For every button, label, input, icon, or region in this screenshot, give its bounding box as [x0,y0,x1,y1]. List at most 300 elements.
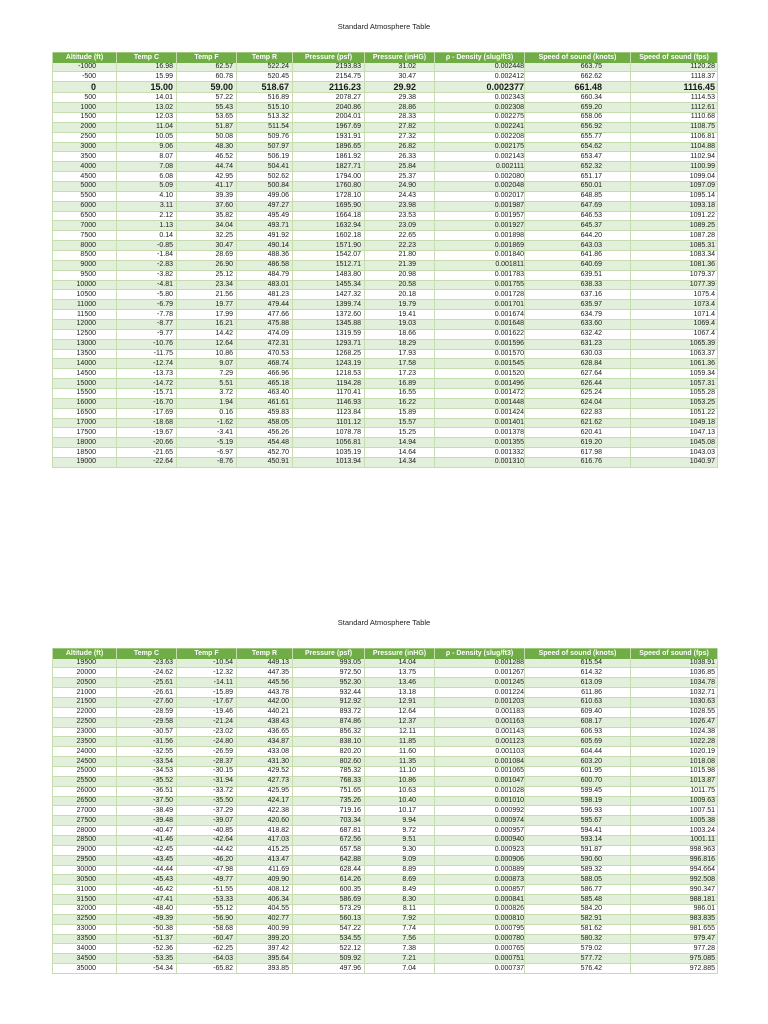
table-cell: 1071.4 [631,310,718,320]
table-cell: 395.64 [237,954,293,964]
table-cell: -45.43 [117,875,177,885]
table-cell: 599.45 [525,786,631,796]
table-cell: 637.16 [525,290,631,300]
table-cell: 1483.80 [293,270,365,280]
table-cell: 1218.53 [293,369,365,379]
column-header: Temp F [177,649,237,659]
table-cell: 474.09 [237,329,293,339]
table-cell: 509.92 [293,954,365,964]
table-row [53,428,718,438]
table-row [53,678,718,688]
table-cell: 7.92 [365,914,435,924]
table-cell: -53.33 [177,895,237,905]
table-cell: 0.001728 [435,290,525,300]
table-cell: 0.001163 [435,717,525,727]
table-cell: 418.82 [237,826,293,836]
table-cell: 8.11 [365,904,435,914]
column-header: Temp R [237,649,293,659]
table-cell: 32000 [53,904,117,914]
table-cell: -51.37 [117,934,177,944]
table-cell: 12.64 [365,707,435,717]
table-cell: 611.86 [525,688,631,698]
table-cell: 50.08 [177,132,237,142]
table-cell: 0.002448 [435,63,525,72]
table-cell: 26.90 [177,260,237,270]
table-cell: 14.01 [117,93,177,103]
table-cell: 1013.87 [631,776,718,786]
table-cell: 21.56 [177,290,237,300]
table-cell: 14.64 [365,448,435,458]
table-cell: 15.00 [117,82,177,93]
table-cell: 1542.07 [293,250,365,260]
table-cell: 479.44 [237,300,293,310]
table-cell: 470.53 [237,349,293,359]
table-cell: 12.37 [365,717,435,727]
table-cell: 454.48 [237,438,293,448]
table-cell: -16.70 [117,398,177,408]
table-row [53,835,718,845]
table-cell: 585.48 [525,895,631,905]
table-cell: 7.56 [365,934,435,944]
table-cell: 0.002208 [435,132,525,142]
table-cell: 14500 [53,369,117,379]
table-cell: 0.000826 [435,904,525,914]
table-row [53,191,718,201]
table-cell: 0.001472 [435,389,525,399]
table-cell: 645.37 [525,221,631,231]
table-row [53,93,718,103]
table-cell: 639.51 [525,270,631,280]
table-row [53,747,718,757]
table-cell: 11500 [53,310,117,320]
table-cell: 7.04 [365,964,435,974]
table-cell: 588.05 [525,875,631,885]
table-cell: -1000 [53,63,117,72]
table-row [53,221,718,231]
table-cell: 1106.81 [631,132,718,142]
table-cell: 0 [53,82,117,93]
table-cell: 993.05 [293,659,365,668]
table-cell: -30.15 [177,766,237,776]
table-cell: 33500 [53,934,117,944]
table-cell: 601.95 [525,766,631,776]
table-cell: -6.79 [117,300,177,310]
table-cell: 1045.08 [631,438,718,448]
table-cell: 26000 [53,786,117,796]
table-cell: 663.75 [525,63,631,72]
table-cell: 513.32 [237,112,293,122]
table-cell: -41.46 [117,835,177,845]
table-cell: 614.32 [525,668,631,678]
table-row [53,806,718,816]
table-cell: 10000 [53,280,117,290]
table-cell: -5.19 [177,438,237,448]
table-cell: 654.62 [525,142,631,152]
sheet-title: Standard Atmosphere Table [337,22,431,31]
table-cell: 628.84 [525,359,631,369]
table-cell: 0.001084 [435,757,525,767]
table-cell: 655.77 [525,132,631,142]
table-cell: 461.61 [237,398,293,408]
table-cell: 21.39 [365,260,435,270]
table-row [53,904,718,914]
table-cell: -58.68 [177,924,237,934]
table-cell: 24.90 [365,181,435,191]
table-cell: 34000 [53,944,117,954]
table-cell: 977.28 [631,944,718,954]
table-cell: 436.65 [237,727,293,737]
table-cell: 0.001496 [435,379,525,389]
table-cell: 14.94 [365,438,435,448]
table-cell: 24500 [53,757,117,767]
table-cell: 1053.25 [631,398,718,408]
table-cell: -29.58 [117,717,177,727]
table-row [53,855,718,865]
table-cell: -26.59 [177,747,237,757]
table-cell: 20.58 [365,280,435,290]
table-cell: -65.82 [177,964,237,974]
table-cell: 486.58 [237,260,293,270]
table-cell: 6500 [53,211,117,221]
table-cell: -21.65 [117,448,177,458]
table-cell: 30500 [53,875,117,885]
table-cell: 10.86 [365,776,435,786]
table-cell: 1051.22 [631,408,718,418]
table-cell: 0.000737 [435,964,525,974]
table-cell: 932.44 [293,688,365,698]
table-cell: 14.42 [177,329,237,339]
table-row [53,181,718,191]
table-cell: 440.21 [237,707,293,717]
table-cell: 495.49 [237,211,293,221]
table-cell: 19.77 [177,300,237,310]
table-cell: -30.57 [117,727,177,737]
table-cell: 1794.00 [293,172,365,182]
table-cell: 652.32 [525,162,631,172]
table-cell: 42.95 [177,172,237,182]
column-header: Speed of sound (knots) [525,53,631,63]
table-cell: -27.60 [117,697,177,707]
table-cell: 604.44 [525,747,631,757]
table-row [53,727,718,737]
table-cell: -5.80 [117,290,177,300]
table-cell: 1896.65 [293,142,365,152]
table-cell: -48.40 [117,904,177,914]
table-cell: -26.61 [117,688,177,698]
table-cell: -24.62 [117,668,177,678]
table-cell: 429.52 [237,766,293,776]
table-cell: 17000 [53,418,117,428]
table-cell: 16500 [53,408,117,418]
table-cell: 14.34 [365,458,435,468]
table-cell: 647.69 [525,201,631,211]
table-cell: 14.04 [365,659,435,668]
table-cell: 25.84 [365,162,435,172]
table-cell: 613.09 [525,678,631,688]
table-cell: 1078.78 [293,428,365,438]
table-cell: 1104.88 [631,142,718,152]
table-cell: 19.41 [365,310,435,320]
table-row [53,339,718,349]
table-row [53,132,718,142]
table-cell: 29.92 [365,82,435,93]
table-cell: 635.97 [525,300,631,310]
table-cell: 0.001028 [435,786,525,796]
table-row [53,737,718,747]
table-cell: 28500 [53,835,117,845]
table-cell: 9.51 [365,835,435,845]
table-cell: 576.42 [525,964,631,974]
table-cell: 481.23 [237,290,293,300]
table-cell: 0.001332 [435,448,525,458]
table-cell: 1001.11 [631,835,718,845]
table-cell: 1345.88 [293,319,365,329]
table-cell: 4000 [53,162,117,172]
table-cell: 1194.28 [293,379,365,389]
table-cell: 2500 [53,132,117,142]
table-cell: -51.55 [177,885,237,895]
table-cell: 1026.47 [631,717,718,727]
table-cell: -19.46 [177,707,237,717]
table-cell: 28.33 [365,112,435,122]
table-cell: 0.002111 [435,162,525,172]
table-cell: -32.55 [117,747,177,757]
table-row [53,72,718,82]
table-cell: 27.82 [365,122,435,132]
table-cell: 1728.10 [293,191,365,201]
table-cell: 522.24 [237,63,293,72]
table-cell: -33.72 [177,786,237,796]
table-cell: 31000 [53,885,117,895]
table-cell: 490.14 [237,241,293,251]
table-row [53,310,718,320]
table-cell: 48.30 [177,142,237,152]
table-cell: 24000 [53,747,117,757]
table-cell: 0.16 [177,408,237,418]
table-cell: -28.59 [117,707,177,717]
table-row [53,816,718,826]
table-cell: 515.10 [237,103,293,113]
table-cell: 20.18 [365,290,435,300]
table-cell: 998.963 [631,845,718,855]
table-cell: 979.47 [631,934,718,944]
table-cell: 0.001401 [435,418,525,428]
table-cell: 1079.37 [631,270,718,280]
table-cell: 9.72 [365,826,435,836]
table-cell: 11.04 [117,122,177,132]
table-cell: 1116.45 [631,82,718,93]
column-header: Pressure (inHG) [365,649,435,659]
table-cell: 1293.71 [293,339,365,349]
table-cell: -31.94 [177,776,237,786]
table-cell: 0.000765 [435,944,525,954]
table-cell: -64.03 [177,954,237,964]
table-cell: 19500 [53,659,117,668]
table-row [53,954,718,964]
table-cell: 30000 [53,865,117,875]
table-cell: 0.001520 [435,369,525,379]
table-row [53,707,718,717]
table-cell: 520.45 [237,72,293,82]
table-cell: 621.62 [525,418,631,428]
table-row [53,766,718,776]
table-cell: 703.34 [293,816,365,826]
table-cell: 0.001545 [435,359,525,369]
table-cell: 2000 [53,122,117,132]
table-cell: 653.47 [525,152,631,162]
table-cell: 3000 [53,142,117,152]
table-cell: 19000 [53,458,117,468]
table-cell: 12.91 [365,697,435,707]
table-cell: 1118.37 [631,72,718,82]
table-cell: 2193.83 [293,63,365,72]
table-cell: 1061.36 [631,359,718,369]
table-cell: 24.43 [365,191,435,201]
table-cell: 0.001288 [435,659,525,668]
table-cell: 17.23 [365,369,435,379]
table-cell: 1632.94 [293,221,365,231]
table-cell: 12.11 [365,727,435,737]
table-cell: 1047.13 [631,428,718,438]
column-header: ρ - Density (slug/ft3) [435,53,525,63]
table-row [53,757,718,767]
table-cell: 627.64 [525,369,631,379]
table-cell: 46.52 [177,152,237,162]
table-row [53,408,718,418]
table-cell: 981.655 [631,924,718,934]
table-cell: 5000 [53,181,117,191]
table-cell: 0.002080 [435,172,525,182]
table-cell: 57.22 [177,93,237,103]
table-cell: 0.001224 [435,688,525,698]
table-row [53,438,718,448]
table-cell: -18.68 [117,418,177,428]
table-cell: 1077.39 [631,280,718,290]
table-cell: 0.001183 [435,707,525,717]
table-row [53,914,718,924]
table-cell: 11.60 [365,747,435,757]
table-cell: 622.83 [525,408,631,418]
table-cell: 0.000873 [435,875,525,885]
table-cell: 25000 [53,766,117,776]
table-cell: -43.45 [117,855,177,865]
table-cell: 6.08 [117,172,177,182]
table-cell: 5.09 [117,181,177,191]
table-cell: -10.54 [177,659,237,668]
table-cell: -14.72 [117,379,177,389]
table-row [53,448,718,458]
table-cell: 424.17 [237,796,293,806]
table-cell: 522.12 [293,944,365,954]
table-cell: 0.001424 [435,408,525,418]
table-cell: 650.01 [525,181,631,191]
table-cell: 15000 [53,379,117,389]
column-header: Pressure (inHG) [365,53,435,63]
table-cell: 15500 [53,389,117,399]
table-cell: 687.81 [293,826,365,836]
table-cell: 1089.25 [631,221,718,231]
table-row [53,231,718,241]
table-cell: 422.38 [237,806,293,816]
table-cell: 0.000906 [435,855,525,865]
table-cell: 8.07 [117,152,177,162]
column-header: Pressure (psf) [293,649,365,659]
table-cell: 672.56 [293,835,365,845]
table-cell: 1114.53 [631,93,718,103]
table-row [53,82,718,93]
table-cell: 0.002175 [435,142,525,152]
table-cell: 0.001898 [435,231,525,241]
column-header: Speed of sound (fps) [631,53,718,63]
table-cell: 443.78 [237,688,293,698]
table-cell: 30.47 [365,72,435,82]
table-cell: 445.56 [237,678,293,688]
table-cell: 1028.55 [631,707,718,717]
table-cell: 1097.09 [631,181,718,191]
table-cell: 631.23 [525,339,631,349]
table-cell: 0.14 [117,231,177,241]
table-cell: -0.85 [117,241,177,251]
table-cell: 16.98 [117,63,177,72]
table-cell: 23000 [53,727,117,737]
table-cell: 39.39 [177,191,237,201]
table-cell: 452.70 [237,448,293,458]
table-row [53,826,718,836]
table-cell: 477.66 [237,310,293,320]
table-cell: 0.000857 [435,885,525,895]
table-cell: 5500 [53,191,117,201]
table-cell: 400.99 [237,924,293,934]
table-cell: 491.92 [237,231,293,241]
table-cell: 1073.4 [631,300,718,310]
table-cell: 22.23 [365,241,435,251]
table-cell: 2154.75 [293,72,365,82]
table-cell: 610.63 [525,697,631,707]
table-cell: 1005.38 [631,816,718,826]
table-cell: 1967.69 [293,122,365,132]
column-header: Temp C [117,649,177,659]
table-cell: 1015.98 [631,766,718,776]
table-cell: -40.47 [117,826,177,836]
table-cell: 1861.92 [293,152,365,162]
table-cell: 10.17 [365,806,435,816]
table-cell: 406.34 [237,895,293,905]
column-header: Temp C [117,53,177,63]
table-cell: 983.835 [631,914,718,924]
table-cell: 484.79 [237,270,293,280]
table-cell: 591.87 [525,845,631,855]
table-cell: 22.65 [365,231,435,241]
table-cell: 32.25 [177,231,237,241]
table-row [53,63,718,72]
table-cell: 458.05 [237,418,293,428]
table-cell: 12000 [53,319,117,329]
table-cell: 10.86 [177,349,237,359]
table-cell: 0.000795 [435,924,525,934]
table-cell: 1455.34 [293,280,365,290]
table-cell: 10.05 [117,132,177,142]
table-cell: -49.77 [177,875,237,885]
table-cell: 44.74 [177,162,237,172]
table-cell: 0.001987 [435,201,525,211]
table-row [53,934,718,944]
table-cell: 31500 [53,895,117,905]
table-cell: 590.60 [525,855,631,865]
table-cell: 20500 [53,678,117,688]
table-cell: -7.78 [117,310,177,320]
table-row [53,796,718,806]
table-cell: 1243.19 [293,359,365,369]
